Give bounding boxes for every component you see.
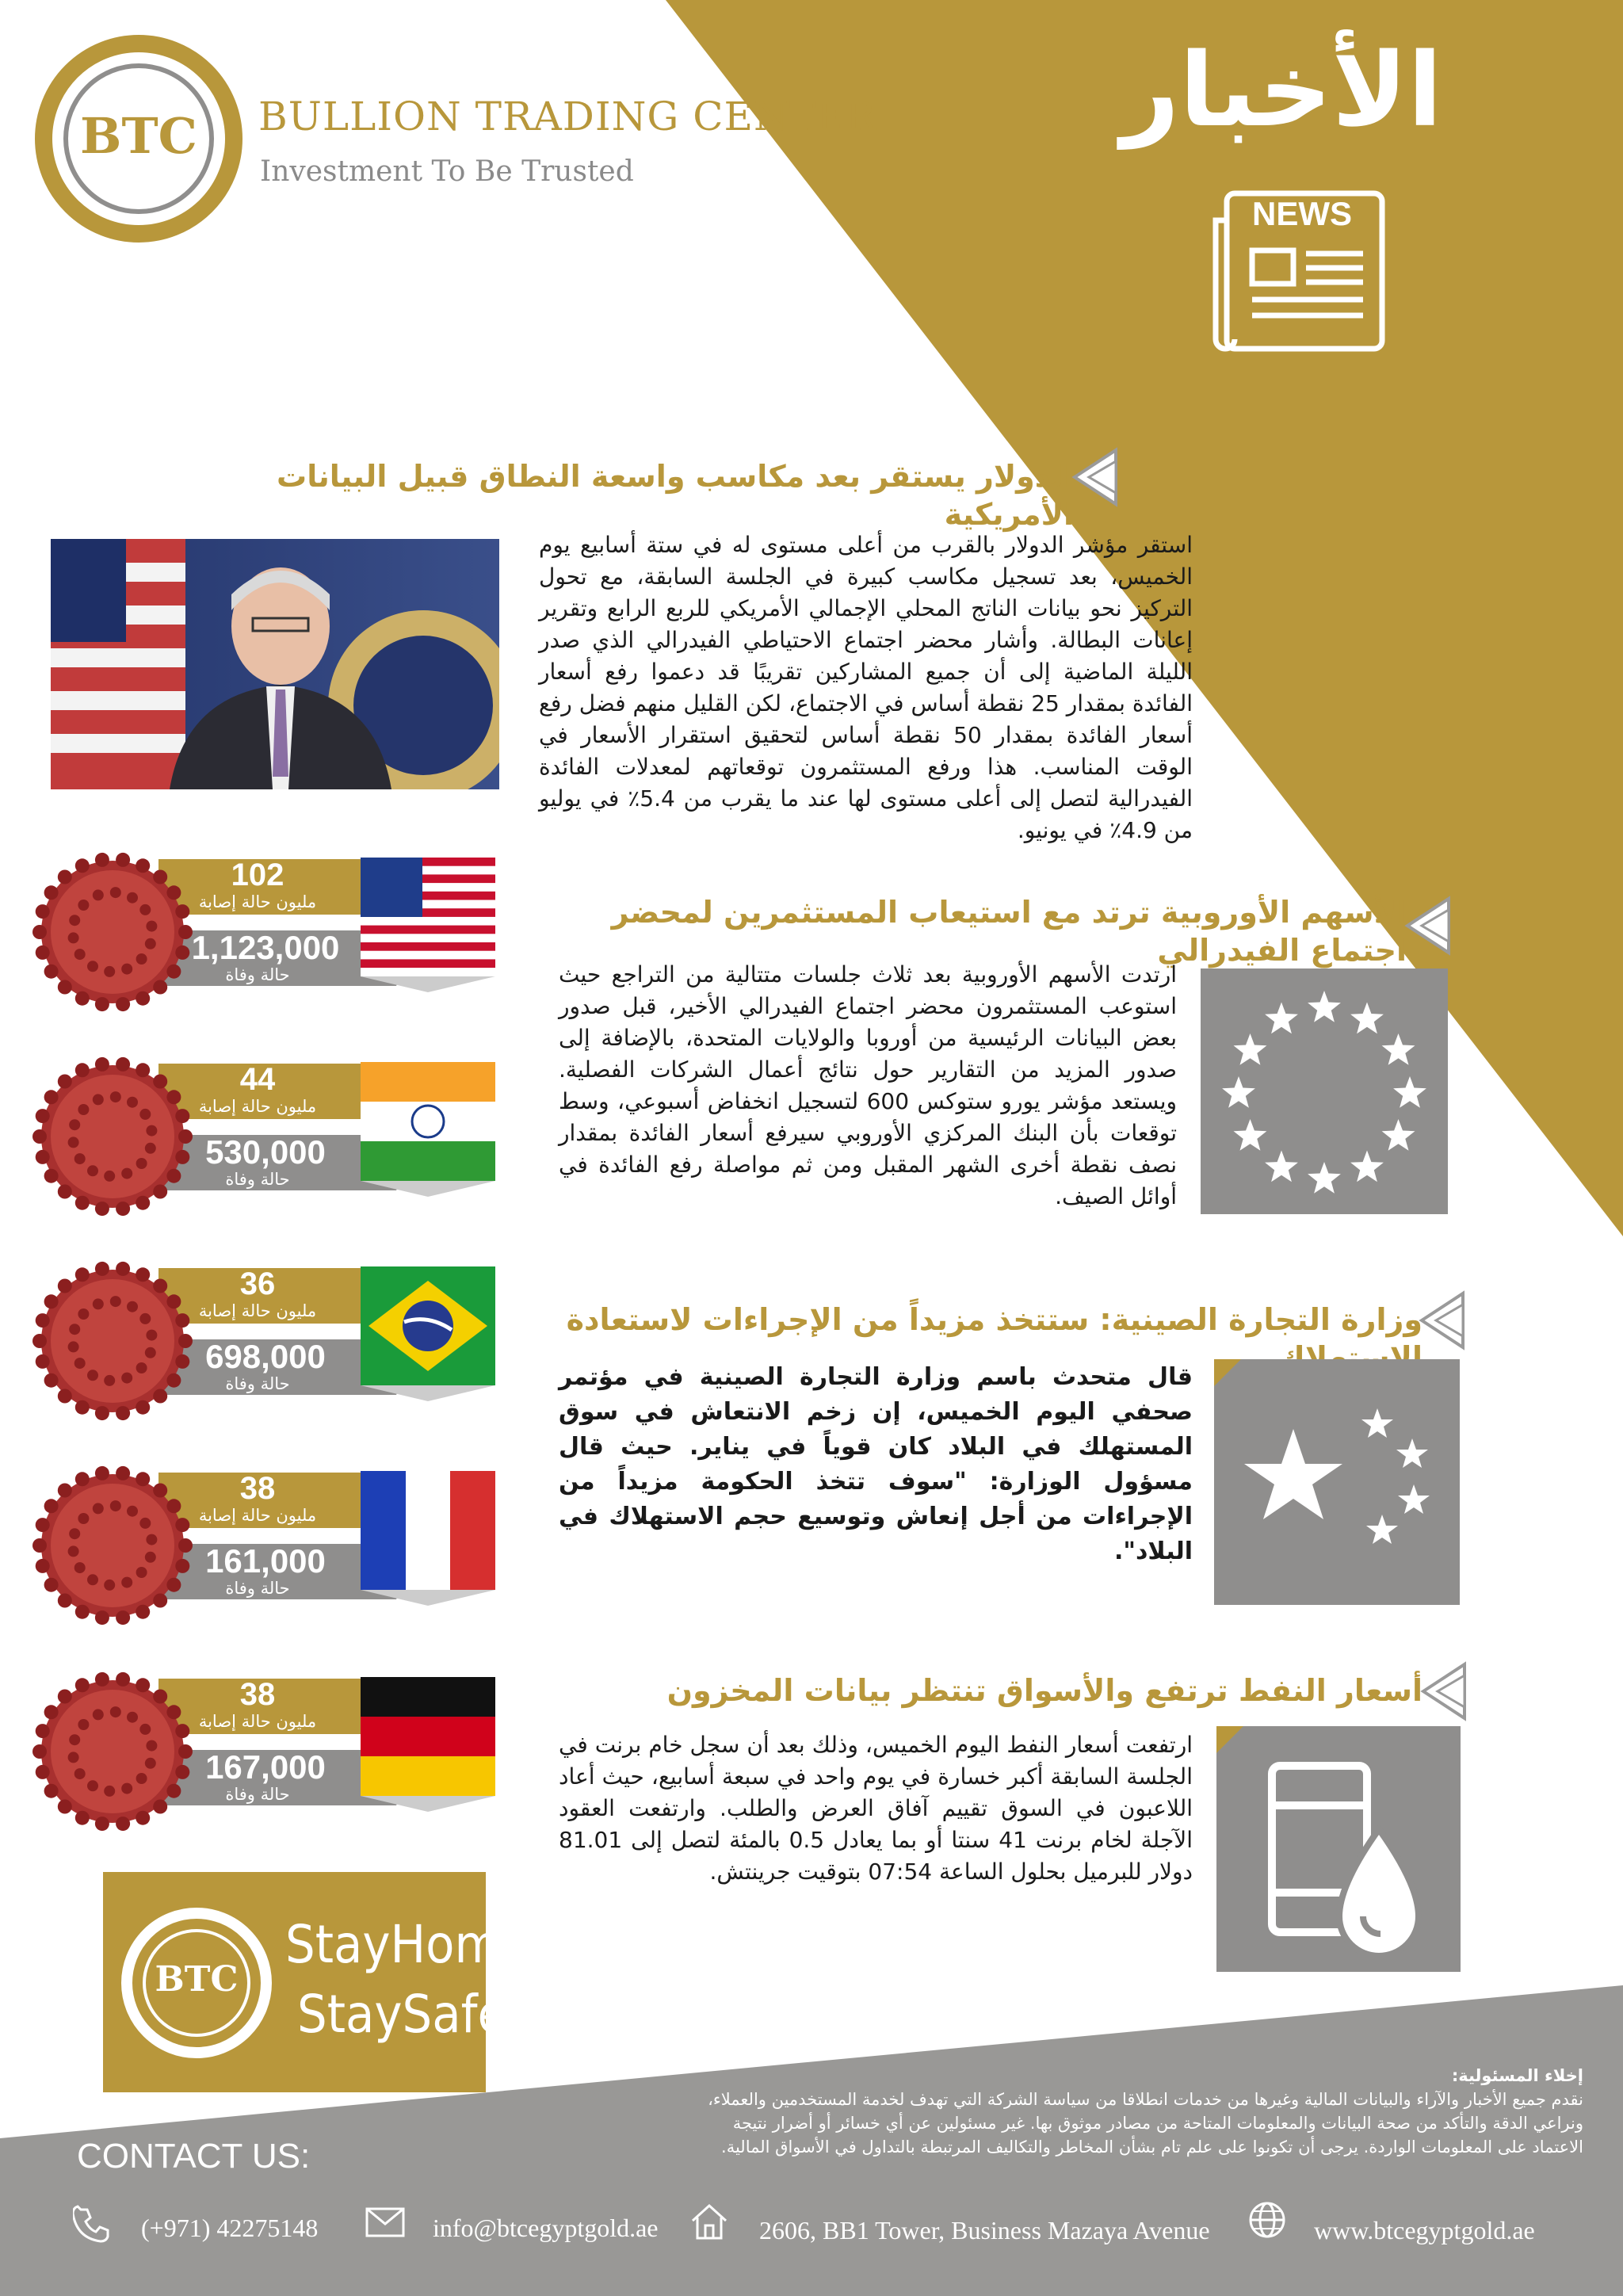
article-3-body: قال متحدث باسم وزارة التجارة الصينية في مؤتمر صحفي اليوم الخميس، إن زخم الانتعاش في سوق المستهلك في البلاد كان قوياً في يناير. حيث قال مسؤول الوزارة: "سوف تتخذ الحكومة مزيداً من الإجراءات من أجل إنعاش وتوسيع حجم الاستهلاك في البلاد". — [559, 1363, 1193, 1565]
stay-home-banner — [103, 1872, 529, 2092]
eu-star-icon — [1308, 991, 1341, 1022]
email-icon — [365, 2206, 406, 2238]
covid-deaths-label: حالة وفاة — [225, 965, 290, 984]
eu-star-icon — [1350, 1151, 1384, 1182]
eu-star-icon — [1265, 1151, 1298, 1182]
eu-star-icon — [1382, 1119, 1415, 1151]
contact-address: 2606, BB1 Tower, Business Mazaya Avenue — [759, 2216, 1210, 2244]
article-4-headline: أسعار النفط ترتفع والأسواق تنتظر بيانات المخزون — [666, 1673, 1423, 1708]
home-icon — [689, 2202, 729, 2241]
headline-arrow-icon — [1404, 894, 1452, 957]
covid-cases-label: مليون حالة إصابة — [198, 1097, 317, 1116]
company-name: BULLION TRADING CENTER — [258, 94, 877, 139]
eu-star-icon — [1393, 1076, 1426, 1108]
flag-usa-icon — [361, 858, 495, 992]
eu-star-icon — [1222, 1076, 1255, 1108]
disclaimer-line: نقدم جميع الأخبار والآراء والبيانات المالية وغيرها من خدمات انطلاقا من سياسة الشركة التي تهدف لخدمة المستخدمين والعملاء، — [708, 2090, 1583, 2109]
china-flag-icon — [1214, 1359, 1460, 1605]
eu-star-icon — [1382, 1033, 1415, 1065]
contact-phone[interactable]: (+971) 42275148 — [141, 2214, 319, 2242]
fed-chair-photo — [51, 539, 499, 789]
news-icon-label: NEWS — [1252, 195, 1352, 232]
headline-arrow-icon — [1420, 1660, 1468, 1723]
eu-flag-icon — [1201, 968, 1448, 1214]
eu-star-icon — [1350, 1003, 1384, 1034]
contact-website[interactable]: www.btcegyptgold.ae — [1314, 2216, 1535, 2244]
article-1-headline: الدولار يستقر بعد مكاسب واسعة النطاق قبيل البيانات الأمريكية — [277, 459, 1074, 532]
flag-france-icon — [361, 1471, 495, 1606]
stay-home-text: StayHome — [285, 1914, 529, 1975]
article-2-headline: الأسهم الأوروبية ترتد مع استيعاب المستثمرين لمحضر اجتماع الفيدرالي — [611, 895, 1407, 968]
covid-cases-value: 44 — [239, 1062, 276, 1097]
logo-monogram: BTC — [80, 107, 197, 165]
contact-email[interactable]: info@btcegyptgold.ae — [433, 2214, 659, 2242]
covid-stat-france — [24, 1455, 515, 1629]
covid-cases-value: 102 — [231, 858, 285, 892]
eu-star-icon — [1308, 1162, 1341, 1194]
headline-arrow-icon — [1419, 1289, 1466, 1352]
article-2-body: ارتدت الأسهم الأوروبية بعد ثلاث جلسات متتالية من التراجع حيث استوعب المستثمرون محضر اجتماع الفيدرالي الأخير، قبل صدور بعض البيانات الرئيسية من أوروبا والولايات المتحدة، بالإضافة إلى صدور المزيد من التقارير حول نتائج أعمال الشركات الفصلية. ويستعد مؤشر يورو ستوكس 600 لتسجيل انخفاض أسبوعي، وسط توقعات بأن البنك المركزي الأوروبي سيرفع أسعار الفائدة بمقدار نصف نقطة أخرى الشهر المقبل ومن ثم مواصلة رفع الفائدة في أوائل الصيف. — [559, 961, 1178, 1209]
eu-star-icon — [1234, 1033, 1267, 1065]
article-4-body: ارتفعت أسعار النفط اليوم الخميس، وذلك بعد أن سجل خام برنت في الجلسة السابقة أكبر خسارة في يوم واحد في سبعة أسابيع، حيث أعاد اللاعبون في السوق تقييم آفاق العرض والطلب. وارتفعت العقود الآجلة لخام برنت 41 سنتا أو بما يعادل 0.5 بالمئة لتصل إلى 81.01 دولار للبرميل بحلول الساعة 07:54 بتوقيت جرينتش. — [559, 1732, 1193, 1885]
covid-cases-label: مليون حالة إصابة — [198, 1506, 317, 1525]
covid-deaths-value: 698,000 — [205, 1338, 326, 1375]
covid-deaths-label: حالة وفاة — [225, 1785, 290, 1804]
page-title: الأخبار — [1121, 32, 1442, 150]
article-3-headline: وزارة التجارة الصينية: ستتخذ مزيداً من الإجراءات لاستعادة الاستهلاك — [566, 1302, 1423, 1375]
phone-icon — [73, 2205, 111, 2243]
covid-stat-germany — [24, 1661, 515, 1836]
headline-arrow-icon — [1071, 445, 1119, 509]
company-tagline: Investment To Be Trusted — [260, 155, 634, 188]
covid-stat-india — [24, 1046, 515, 1221]
covid-deaths-value: 167,000 — [205, 1748, 326, 1786]
flag-brazil-icon — [361, 1266, 495, 1401]
covid-cases-label: مليون حالة إصابة — [198, 1301, 317, 1320]
covid-deaths-label: حالة وفاة — [225, 1579, 290, 1598]
disclaimer-title: إخلاء المسئولية: — [1451, 2066, 1583, 2085]
globe-icon — [1247, 2200, 1287, 2240]
flag-india-icon — [361, 1062, 495, 1197]
contact-title: CONTACT US: — [77, 2137, 311, 2176]
covid-deaths-value: 1,123,000 — [191, 929, 340, 966]
covid-stat-brazil — [24, 1251, 515, 1425]
covid-cases-value: 36 — [239, 1266, 276, 1301]
disclaimer-line: الاعتماد على المعلومات الواردة. يرجى أن تكونوا على علم تام بشأن المخاطر والتكاليف المرتبطة بالتداول في الأسواق المالية. — [721, 2137, 1583, 2157]
oil-barrel-icon — [1216, 1726, 1461, 1972]
covid-deaths-value: 530,000 — [205, 1133, 326, 1171]
covid-cases-value: 38 — [239, 1677, 276, 1712]
covid-cases-label: مليون حالة إصابة — [198, 892, 317, 911]
banner-logo-monogram: BTC — [155, 1959, 239, 2000]
flag-germany-icon — [361, 1677, 495, 1812]
covid-stat-usa — [24, 842, 515, 1016]
eu-star-icon — [1265, 1003, 1298, 1034]
covid-deaths-value: 161,000 — [205, 1542, 326, 1580]
covid-deaths-label: حالة وفاة — [225, 1170, 290, 1189]
article-1-body: استقر مؤشر الدولار بالقرب من أعلى مستوى له في ستة أسابيع يوم الخميس، بعد تسجيل مكاسب كبيرة في الجلسة السابقة، مع تحول التركيز نحو بيانات الناتج المحلي الإجمالي الأمريكي للربع الرابع وتقرير إعانات البطالة. وأشار محضر اجتماع الاحتياطي الفيدرالي الذي صدر الليلة الماضية إلى أن جميع المشاركين تقريبًا قد دعموا رفع أسعار الفائدة بمقدار 25 نقطة أساس في الاجتماع، لكن القليل منهم فضل رفع أسعار الفائدة بمقدار 50 نقطة أساس لتحقيق استقرار الأسعار في الوقت المناسب. هذا ورفع المستثمرون توقعاتهم لمعدلات الفائدة الفيدرالية لتصل إلى أعلى مستوى لها عند ما يقرب من 5.4٪ في يوليو من 4.9٪ في يونيو. — [539, 532, 1193, 843]
disclaimer-line: ونراعي الدقة والتأكد من صحة البيانات والمعلومات المتاحة من مصادر موثوق بها. غير مسئولين عن أي خسائر أو أضرار نتيجة — [732, 2114, 1583, 2133]
covid-cases-label: مليون حالة إصابة — [198, 1712, 317, 1731]
eu-star-icon — [1234, 1119, 1267, 1151]
covid-deaths-label: حالة وفاة — [225, 1374, 290, 1393]
stay-safe-text: StaySafe — [297, 1984, 506, 2045]
covid-cases-value: 38 — [239, 1471, 276, 1506]
